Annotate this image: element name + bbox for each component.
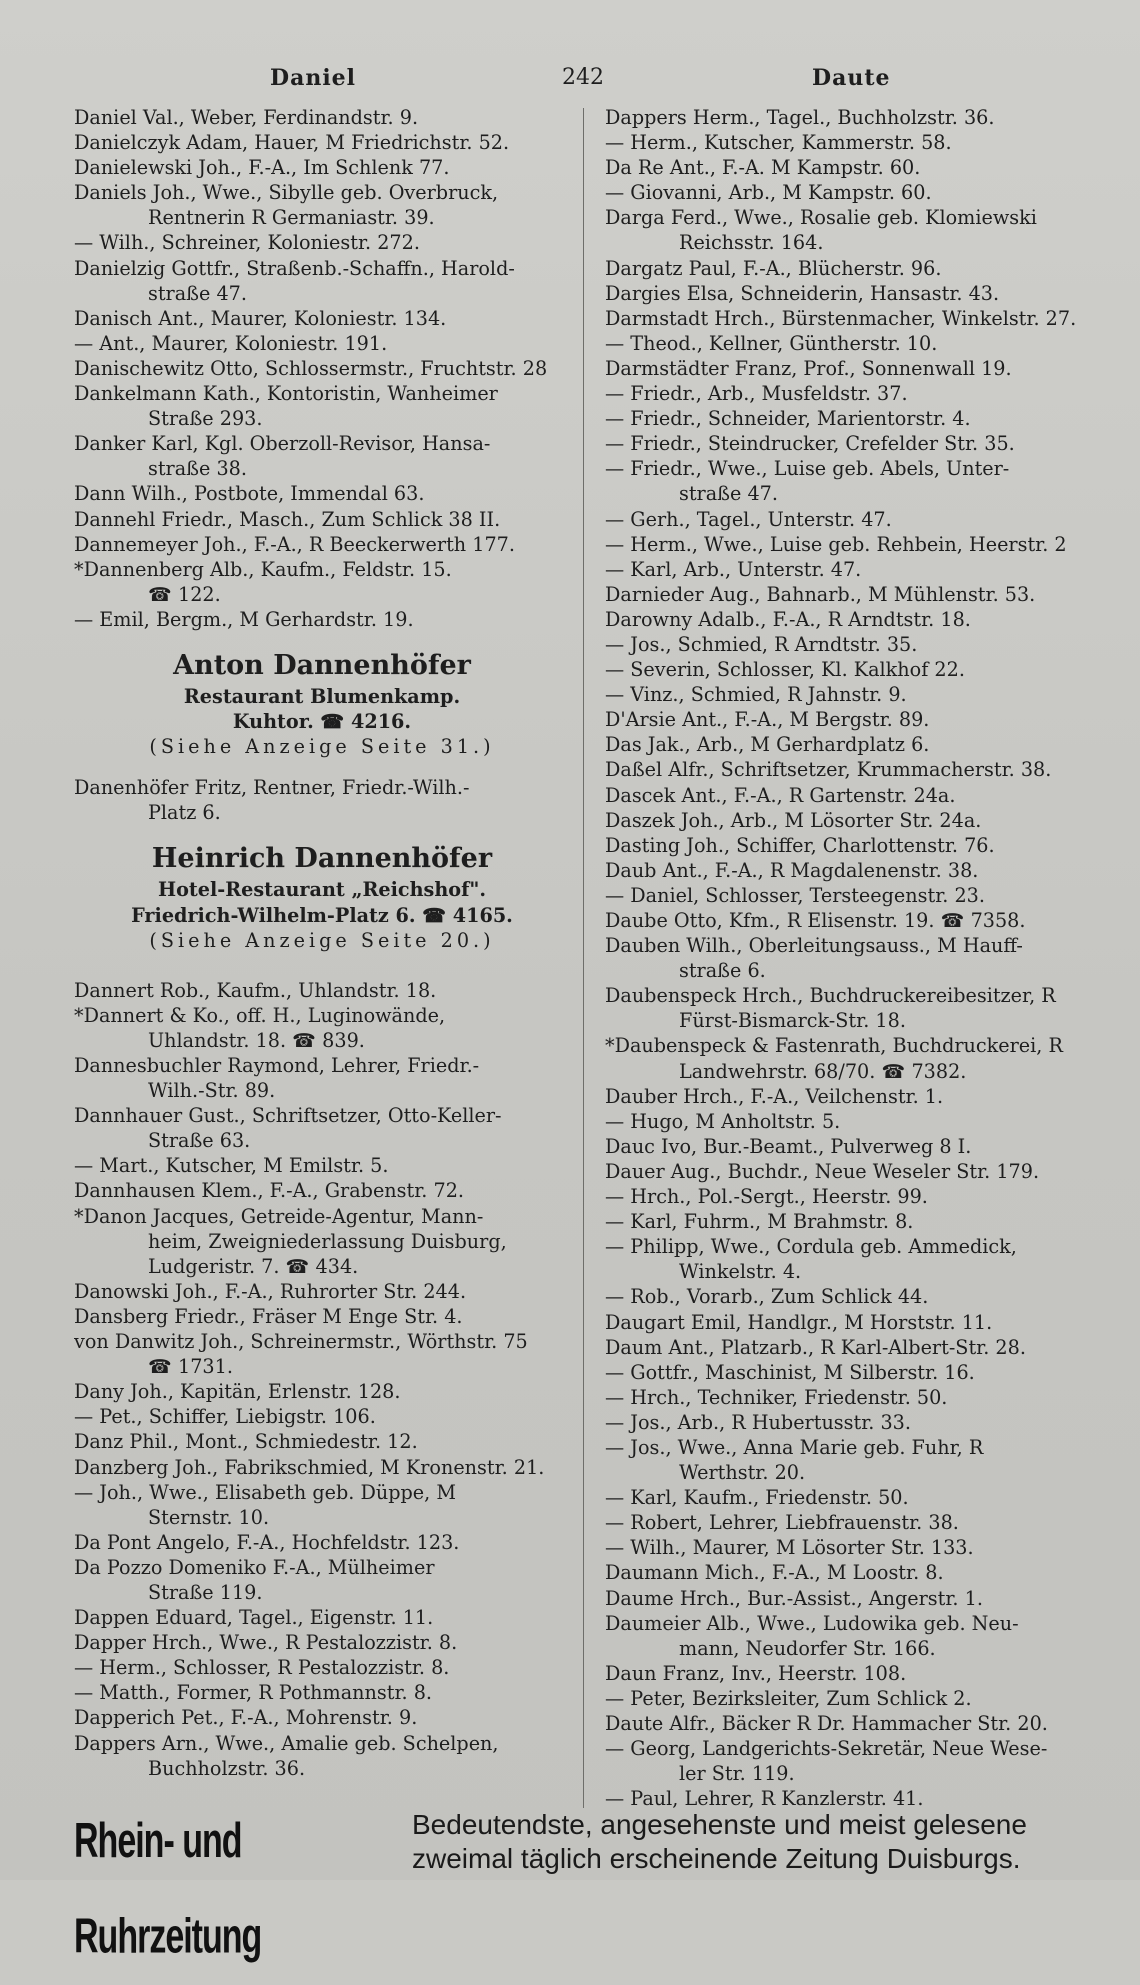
directory-entry-line: ☎ 1731.	[148, 1355, 233, 1379]
advertisement-line: Restaurant Blumenkamp.	[183, 684, 461, 708]
directory-entry-line: Danz Phil., Mont., Schmiedestr. 12.	[74, 1430, 418, 1454]
directory-entry-line: — Mart., Kutscher, M Emilstr. 5.	[74, 1154, 389, 1178]
directory-entry-line: mann, Neudorfer Str. 166.	[679, 1636, 936, 1660]
directory-entry-line: Dapper Hrch., Wwe., R Pestalozzistr. 8.	[74, 1631, 458, 1655]
advertisement-line: Friedrich-Wilhelm-Platz 6. ☎ 4165.	[131, 903, 513, 927]
directory-entry-line: — Georg, Landgerichts-Sekretär, Neue Wese-	[605, 1737, 1048, 1761]
directory-entry-line: — Karl, Arb., Unterstr. 47.	[605, 557, 862, 581]
directory-entry-line: Dargies Elsa, Schneiderin, Hansastr. 43.	[605, 281, 1000, 305]
advertisement-line: Heinrich Dannenhöfer	[151, 843, 493, 875]
directory-entry-line: Werthstr. 20.	[679, 1461, 806, 1485]
directory-entry-line: Darmstadt Hrch., Bürstenmacher, Winkelstr. 27.	[605, 306, 1077, 330]
directory-entry-line: Danowski Joh., F.-A., Ruhrorter Str. 244.	[74, 1279, 467, 1303]
ad-line-1: Bedeutendste, angesehenste und meist gelesene	[412, 1809, 1027, 1840]
directory-entry-line: Daniel Val., Weber, Ferdinandstr. 9.	[74, 106, 419, 129]
directory-entry-line: — Herm., Wwe., Luise geb. Rehbein, Heerstr. 2	[605, 532, 1067, 556]
header-left: Daniel	[270, 65, 357, 91]
directory-entry-line: Wilh.-Str. 89.	[148, 1079, 276, 1103]
directory-entry-line: Dappen Eduard, Tagel., Eigenstr. 11.	[74, 1606, 434, 1630]
advertisement-line: (Siehe Anzeige Seite 31.)	[149, 735, 495, 759]
directory-entry-line: ☎ 122.	[148, 582, 221, 606]
directory-entry-line: Dauer Aug., Buchdr., Neue Weseler Str. 179.	[605, 1159, 1040, 1183]
directory-entry-line: Dappers Arn., Wwe., Amalie geb. Schelpen,	[74, 1731, 499, 1755]
directory-entry-line: Dannhausen Klem., F.-A., Grabenstr. 72.	[74, 1179, 464, 1203]
directory-entry-line: — Friedr., Schneider, Marientorstr. 4.	[605, 407, 971, 431]
directory-entry-line: Danielczyk Adam, Hauer, M Friedrichstr. 52.	[74, 131, 510, 155]
directory-entry-line: Dannhauer Gust., Schriftsetzer, Otto-Keller-	[74, 1104, 502, 1128]
directory-entry-line: D'Arsie Ant., F.-A., M Bergstr. 89.	[605, 708, 930, 732]
directory-entry-line: Platz 6.	[148, 801, 221, 825]
directory-entry-line: Uhlandstr. 18. ☎ 839.	[148, 1028, 365, 1052]
directory-entry-line: Dannesbuchler Raymond, Lehrer, Friedr.-	[74, 1054, 480, 1077]
directory-entry-line: heim, Zweigniederlassung Duisburg,	[148, 1229, 507, 1253]
directory-entry-line: — Severin, Schlosser, Kl. Kalkhof 22.	[605, 658, 965, 682]
directory-entry-line: — Matth., Former, R Pothmannstr. 8.	[74, 1681, 433, 1705]
directory-entry-line: Landwehrstr. 68/70. ☎ 7382.	[679, 1059, 967, 1083]
directory-entry-line: — Jos., Schmied, R Arndtstr. 35.	[605, 632, 918, 656]
newspaper-ad	[74, 1800, 1114, 1965]
advertisement-line: Hotel-Restaurant „Reichshof".	[157, 878, 487, 902]
directory-entry-line: Dauben Wilh., Oberleitungsauss., M Hauff-	[605, 934, 1023, 958]
directory-entry-line: — Gottfr., Maschinist, M Silberstr. 16.	[605, 1360, 975, 1384]
directory-entry-line: Dannert Rob., Kaufm., Uhlandstr. 18.	[74, 978, 437, 1002]
directory-entry-line: — Friedr., Wwe., Luise geb. Abels, Unter-	[605, 457, 1010, 481]
directory-entry-line: Dascek Ant., F.-A., R Gartenstr. 24a.	[605, 783, 956, 807]
directory-entry-line: Daszek Joh., Arb., M Lösorter Str. 24a.	[605, 808, 982, 832]
directory-entry-line: Dappers Herm., Tagel., Buchholzstr. 36.	[605, 106, 995, 129]
directory-entry-line: Danielzig Gottfr., Straßenb.-Schaffn., Harold-	[74, 256, 515, 280]
directory-entry-line: Dauber Hrch., F.-A., Veilchenstr. 1.	[605, 1084, 944, 1108]
directory-entry-line: Daugart Emil, Handlgr., M Horststr. 11.	[605, 1310, 993, 1334]
directory-entry-line: Ludgeristr. 7. ☎ 434.	[148, 1254, 359, 1278]
directory-entry-line: — Jos., Wwe., Anna Marie geb. Fuhr, R	[605, 1435, 984, 1459]
directory-entry-line: — Wilh., Schreiner, Koloniestr. 272.	[74, 231, 420, 255]
directory-entry-line: Dany Joh., Kapitän, Erlenstr. 128.	[74, 1380, 401, 1404]
directory-entry-line: Daumeier Alb., Wwe., Ludowika geb. Neu-	[605, 1611, 1019, 1635]
left-column	[74, 105, 570, 1781]
directory-entry-line: Daum Ant., Platzarb., R Karl-Albert-Str. 28.	[605, 1335, 1026, 1359]
directory-entry-line: Darnieder Aug., Bahnarb., M Mühlenstr. 53.	[605, 582, 1036, 606]
spacer	[74, 825, 570, 841]
directory-entry-line: — Hugo, M Anholtstr. 5.	[605, 1109, 841, 1133]
directory-entry-line: Dargatz Paul, F.-A., Blücherstr. 96.	[605, 256, 942, 280]
directory-entry-line: — Hrch., Pol.-Sergt., Heerstr. 99.	[605, 1185, 928, 1209]
right-column	[605, 105, 1115, 1811]
directory-entry-line: Da Pozzo Domeniko F.-A., Mülheimer	[74, 1555, 435, 1579]
spacer	[74, 632, 570, 648]
directory-entry-line: Danker Karl, Kgl. Oberzoll-Revisor, Hansa-	[74, 432, 491, 456]
directory-entry-line: straße 47.	[679, 482, 778, 506]
directory-entry-line: — Daniel, Schlosser, Tersteegenstr. 23.	[605, 883, 985, 907]
directory-entry-line: Straße 119.	[148, 1580, 263, 1604]
directory-entry-line: Winkelstr. 4.	[679, 1260, 802, 1284]
directory-entry-line: Danisch Ant., Maurer, Koloniestr. 134.	[74, 306, 447, 330]
directory-entry-line: — Karl, Kaufm., Friedenstr. 50.	[605, 1486, 909, 1510]
column-divider	[583, 108, 584, 1808]
directory-entry-line: Daubenspeck Hrch., Buchdruckereibesitzer, R	[605, 984, 1056, 1008]
directory-entry-line: straße 6.	[679, 959, 766, 983]
directory-entry-line: Daube Otto, Kfm., R Elisenstr. 19. ☎ 7358.	[605, 909, 1026, 932]
directory-entry-line: — Theod., Kellner, Güntherstr. 10.	[605, 331, 938, 355]
directory-entry-line: Dannehl Friedr., Masch., Zum Schlick 38 II.	[74, 507, 501, 531]
directory-entry-line: von Danwitz Joh., Schreinermstr., Wörthstr. 75	[74, 1330, 528, 1354]
directory-entry-line: Fürst-Bismarck-Str. 18.	[679, 1009, 906, 1033]
directory-entry-line: Danielewski Joh., F.-A., Im Schlenk 77.	[74, 156, 450, 180]
directory-entry-line: Daumann Mich., F.-A., M Loostr. 8.	[605, 1561, 944, 1585]
directory-entry-line: Darga Ferd., Wwe., Rosalie geb. Klomiewski	[605, 206, 1037, 230]
directory-entry-line: — Friedr., Arb., Musfeldstr. 37.	[605, 382, 908, 406]
directory-entry-line: ler Str. 119.	[679, 1762, 795, 1786]
directory-entry-line: Dannemeyer Joh., F.-A., R Beeckerwerth 177.	[74, 532, 515, 556]
directory-entry-line: — Ant., Maurer, Koloniestr. 191.	[74, 331, 388, 355]
directory-entry-line: *Daubenspeck & Fastenrath, Buchdruckerei, R	[605, 1034, 1063, 1058]
directory-entry-line: Dankelmann Kath., Kontoristin, Wanheimer	[74, 382, 498, 406]
directory-entry-line: — Robert, Lehrer, Liebfrauenstr. 38.	[605, 1511, 959, 1535]
directory-entry-line: *Dannert & Ko., off. H., Luginowände,	[74, 1003, 446, 1027]
advertisement-line: Kuhtor. ☎ 4216.	[232, 710, 412, 734]
directory-entry-line: — Hrch., Techniker, Friedenstr. 50.	[605, 1385, 948, 1409]
spacer	[74, 759, 570, 775]
directory-entry-line: Darowny Adalb., F.-A., R Arndtstr. 18.	[605, 607, 971, 631]
directory-entry-line: — Giovanni, Arb., M Kampstr. 60.	[605, 181, 932, 205]
advertisement-line: Anton Dannenhöfer	[173, 649, 471, 681]
directory-entry-line: — Jos., Arb., R Hubertusstr. 33.	[605, 1410, 911, 1434]
directory-entry-line: Daun Franz, Inv., Heerstr. 108.	[605, 1661, 907, 1685]
directory-entry-line: — Philipp, Wwe., Cordula geb. Ammedick,	[605, 1235, 1017, 1259]
page-number: 242	[562, 65, 604, 90]
directory-entry-line: Daniels Joh., Wwe., Sibylle geb. Overbruck,	[74, 181, 499, 205]
directory-entry-line: — Peter, Bezirksleiter, Zum Schlick 2.	[605, 1686, 972, 1710]
directory-entry-line: Danischewitz Otto, Schlossermstr., Fruchtstr. 28	[74, 356, 548, 380]
header-right: Daute	[812, 65, 891, 91]
directory-entry-line: Dapperich Pet., F.-A., Mohrenstr. 9.	[74, 1706, 418, 1730]
directory-entry-line: — Gerh., Tagel., Unterstr. 47.	[605, 507, 892, 531]
directory-entry-line: Daub Ant., F.-A., R Magdalenenstr. 38.	[605, 858, 979, 882]
directory-entry-line: Da Re Ant., F.-A. M Kampstr. 60.	[605, 156, 921, 180]
directory-entry-line: — Herm., Kutscher, Kammerstr. 58.	[605, 131, 952, 155]
directory-entry-line: — Friedr., Steindrucker, Crefelder Str. 35.	[605, 432, 1015, 456]
directory-entry-line: Darmstädter Franz, Prof., Sonnenwall 19.	[605, 356, 1012, 380]
directory-entry-line: — Pet., Schiffer, Liebigstr. 106.	[74, 1405, 376, 1429]
directory-entry-line: — Herm., Schlosser, R Pestalozzistr. 8.	[74, 1656, 450, 1680]
directory-entry-line: *Dannenberg Alb., Kaufm., Feldstr. 15.	[74, 557, 452, 581]
directory-entry-line: Da Pont Angelo, F.-A., Hochfeldstr. 123.	[74, 1530, 460, 1554]
directory-entry-line: Daume Hrch., Bur.-Assist., Angerstr. 1.	[605, 1586, 983, 1610]
directory-entry-line: — Rob., Vorarb., Zum Schlick 44.	[605, 1285, 929, 1309]
directory-entry-line: *Danon Jacques, Getreide-Agentur, Mann-	[74, 1204, 484, 1228]
directory-entry-line: Dauc Ivo, Bur.-Beamt., Pulverweg 8 I.	[605, 1134, 972, 1158]
directory-entry-line: Buchholzstr. 36.	[148, 1756, 306, 1780]
directory-entry-line: Daßel Alfr., Schriftsetzer, Krummacherstr. 38.	[605, 758, 1052, 782]
ad-line-2: zweimal täglich erscheinende Zeitung Duisburgs.	[412, 1843, 1021, 1874]
directory-entry-line: — Karl, Fuhrm., M Brahmstr. 8.	[605, 1210, 914, 1234]
directory-entry-line: Dansberg Friedr., Fräser M Enge Str. 4.	[74, 1304, 463, 1328]
directory-entry-line: straße 47.	[148, 281, 247, 305]
directory-entry-line: Dasting Joh., Schiffer, Charlottenstr. 76.	[605, 833, 995, 857]
directory-entry-line: Straße 63.	[148, 1129, 251, 1153]
directory-entry-line: Daute Alfr., Bäcker R Dr. Hammacher Str. 20.	[605, 1712, 1048, 1735]
directory-entry-line: — Emil, Bergm., M Gerhardstr. 19.	[74, 607, 414, 631]
directory-entry-line: Sternstr. 10.	[148, 1505, 270, 1529]
directory-entry-line: straße 38.	[148, 457, 247, 481]
directory-entry-line: — Wilh., Maurer, M Lösorter Str. 133.	[605, 1536, 974, 1560]
directory-entry-line: Straße 293.	[148, 407, 263, 431]
directory-entry-line: — Paul, Lehrer, R Kanzlerstr. 41.	[605, 1787, 924, 1811]
spacer	[74, 953, 570, 978]
ad-title: Rhein- und Ruhrzeitung	[74, 1813, 262, 1965]
directory-entry-line: Reichsstr. 164.	[679, 231, 824, 255]
directory-entry-line: Das Jak., Arb., M Gerhardplatz 6.	[605, 733, 930, 757]
directory-entry-line: — Vinz., Schmied, R Jahnstr. 9.	[605, 683, 907, 707]
advertisement-line: (Siehe Anzeige Seite 20.)	[149, 928, 495, 952]
directory-entry-line: Dann Wilh., Postbote, Immendal 63.	[74, 482, 425, 506]
directory-entry-line: — Joh., Wwe., Elisabeth geb. Düppe, M	[74, 1480, 456, 1504]
directory-entry-line: Rentnerin R Germaniastr. 39.	[148, 206, 435, 230]
directory-entry-line: Danzberg Joh., Fabrikschmied, M Kronenstr. 21.	[74, 1455, 545, 1479]
directory-entry-line: Danenhöfer Fritz, Rentner, Friedr.-Wilh.-	[74, 776, 470, 800]
